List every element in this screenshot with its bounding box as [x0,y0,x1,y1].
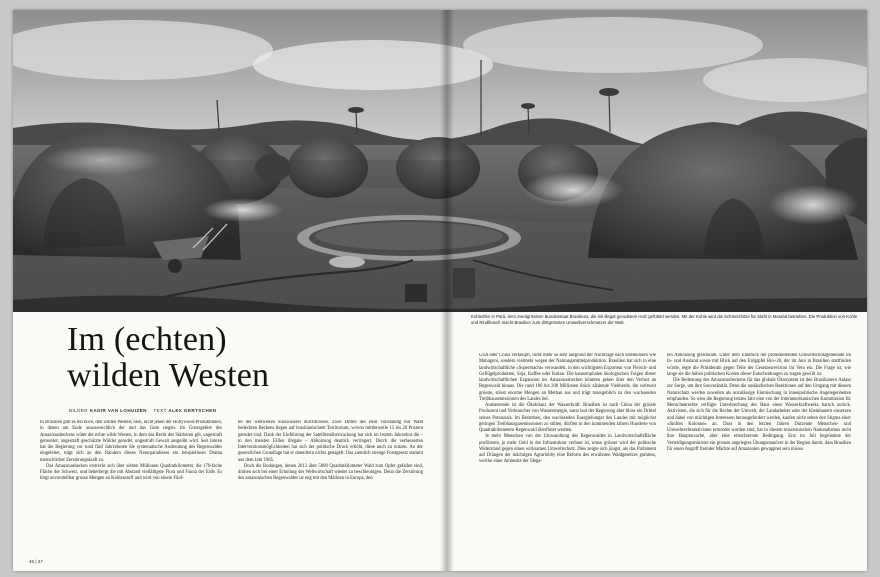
byline-text-label: TEXT [153,408,167,413]
magazine-spread [13,10,867,571]
text-column-2 [238,420,423,568]
headline-line-2: wilden Westen [67,357,270,394]
charcoal-kilns-photo [13,10,867,312]
photo-caption: Kohleöfen in Pará, dem zweitgrössten Bundesstaat Brasiliens, die mit illegal gerodetem Holz gefüttert werden. Mit der Kohle wird die Schmelzhitze für Stahl in Marabá betrieben. Die Produktion von Kohle und Rindfleisch macht Brasilien zum drittgrössten Umweltverschmutzer der Welt. [471,314,858,325]
paragraph: Je mehr Menschen von der Umwandlung des Regenwaldes in Landwirtschaftsfläche profitieren, je mehr Geld in der Infrastruktur verbaut ist, umso grösser wird der politische Widerstand gegen einen wirksamen Umweltschutz. Dies zeigte sich jüngst, als das Parlament auf Drängen der mächtigen Agrarlobby eine Reform des erwähnten Waldgesetzes guthiess, welche einer Amnestie der illega- [479,434,656,465]
byline-photographer: KADIR VAN LOHUIZEN [89,408,147,413]
paragraph: Doch die Rodungen, denen 2013 über 5000 Quadratkilometer Wald zum Opfer gefallen sind, drohen sich bei einer Erholung der Weltwirtschaft wieder zu beschleunigen. Denn die Zerstörung des amazonischen Regenwaldes ist eng mit den Märkten in Europa, den [238,463,423,482]
byline [69,408,216,413]
paragraph: len Abholzung gleichkam. Unter dem Eindruck der protestierenden Umweltschutzgemeinde im In- und Ausland sowie mit Blick auf den Erdgipfel Rio+20, der im Juni in Brasilien stattfinden würde, legte die Präsidentin gegen Teile der Gesetzesrevision ihr Veto ein. Die Frage ist, wie lange sie die hohen politischen Kosten dieser Entscheidungen zu tragen gewillt ist. [667,353,851,377]
byline-author: ALEX GERTSCHEN [168,408,217,413]
text-column-1 [40,420,222,568]
paragraph: USA oder China verknüpft, nicht mehr so sehr aufgrund der Nachfrage nach Edelhölzern wie Mahagoni, sondern vielmehr wegen der Nahrungsmittelproduktion. Brasilien hat sich in eine landwirtschaftliche «Supermacht» verwandelt, in den wichtigsten Exporteur von Fleisch- und Geflügelprodukten, Soja, Kaffee oder Kakao. Die katastrophalen ökologischen Folgen dieser landwirtschaftlichen Expansion ins Amazonasbecken könnten gehen über den Verlust an Regenwald hinaus. Die rund 180 bis 200 Millionen Stück zählende Viehherde, die weltweit grösste, stösst enorme Mengen an Methan aus und trägt massgeblich zu den wachsenden Treibhausemissionen des Landes bei. [479,353,656,402]
page-numbers: 46 | 47 [29,559,43,564]
text-column-3 [479,353,656,543]
paragraph: Die Bedeutung des Amazonasbeckens für das globale Ökosystem ist den Brasilianern Anlass zur Sorge, um ihre Souveränität. Denn die ausländischen Reaktionen auf den Umgang mit diesem Naturschatz werden zuweilen als unzulässige Einmischung in innenpolitische Angelegenheiten empfunden. So wies die Regierung letztes Jahr eine von der Interamerikanischen Kommission für Menschenrechte verfügte Unterbrechung des Baus eines Wasserkraftwerks barsch zurück. Aktivisten, die sich für die Rechte der Umwelt, der Landarbeiter oder der Kleinbauern einsetzen und dabei von mächtigen Interessen herausgefordert werden, kaufen nicht selten den Stigma einer «fünften Kolonne» an. Dass in den letzten Jahren Dutzende Menschen- und Umweltrechtsaktivisten ermordet worden sind, hat in diesem misstrauischen Nationalismus nicht ihre Hauptursache, aber eine erleichternde Bedingung. Erst im Juli begründete der Verteidigungsminister ein grosses angelegtes Übungsmanöver in der Region damit, dass Brasilien für einen Angriff fremder Mächte auf Amazonien gewappnet sein müsse. [667,378,851,452]
text-column-4 [667,353,851,543]
article-headline [67,322,269,394]
headline-line-1: Im (echten) [67,321,227,358]
paragraph: tel der weltweiten Süsswassers durchflossen. Zwei Drittel des einst vollständig mit Wald bedeckten Beckens liegen auf brasilianischem Territorium, wovon mittlerweile 15 bis 20 Prozent gerodet sind. Dank der Einführung der Satellitenüberwachung hat sich im letzten Jahrzehnt die – in den meisten Fällen illegale – Abholzung deutlich verringert. Durch die verbesserten Interventionsmöglichkeiten hat sich der politische Druck erhöht, diese auch zu nutzen. An der gesetzlichen Grundlage hat er obendrein nichts genagelt: Das ziemlich strenge Forstgesetz stammt aus dem Jahr 1965. [238,420,423,463]
byline-photo-label: BILDER [69,408,88,413]
paragraph: In Brasilien gibt es ihn noch, den wilden Westen; nein, nicht jenen der Hollywood-Produktionen, in denen am Ende unausweichlich der und das Gute siegen. Im Grenzgebiet des Amazonasbeckens wütet der echte wilde Westen, in dem das Recht des Stärkeren gilt, ungestraft gemordet, ungestraft geschützte Wälder gerodet, ungestraft Gewalt ausgeübt wird. Seit Jahren hat die Regierung vor rund fünf Jahrzehnten die systematische Ausbeutung des Regenwaldes eingeleitet, trägt sich an den Rändern dieses Naturparadieses ein beispielloses Drama menschlicher Zerstörungskraft zu. [40,420,222,463]
paragraph: Das Amazonasbecken erstreckt sich über sieben Millionen Quadratkilometer, die 170-fache Fläche der Schweiz, und beherbergt die mit Abstand vielfältigste Flora und Fauna der Erde. Es birgt unvorstellbar grosse Mengen an Kohlenstoff und wird von einem Fünf- [40,463,222,482]
paragraph: Ausbeutende ist die Ökobilanz der Wasserkraft. Brasilien ist nach China der grösste Produzent und Verbraucher von Wasserenergie, nutzt laut der Regierung aber bloss ein Drittel seines Potenzials. Im Bestreben, den wachsenden Energiehunger des Landes mit möglichst geringen Treibhausgasemissionen zu stillen, dürften in den kommenden Jahren Hunderte von Quadratkilometern Regenwald überflutet werden. [479,403,656,433]
